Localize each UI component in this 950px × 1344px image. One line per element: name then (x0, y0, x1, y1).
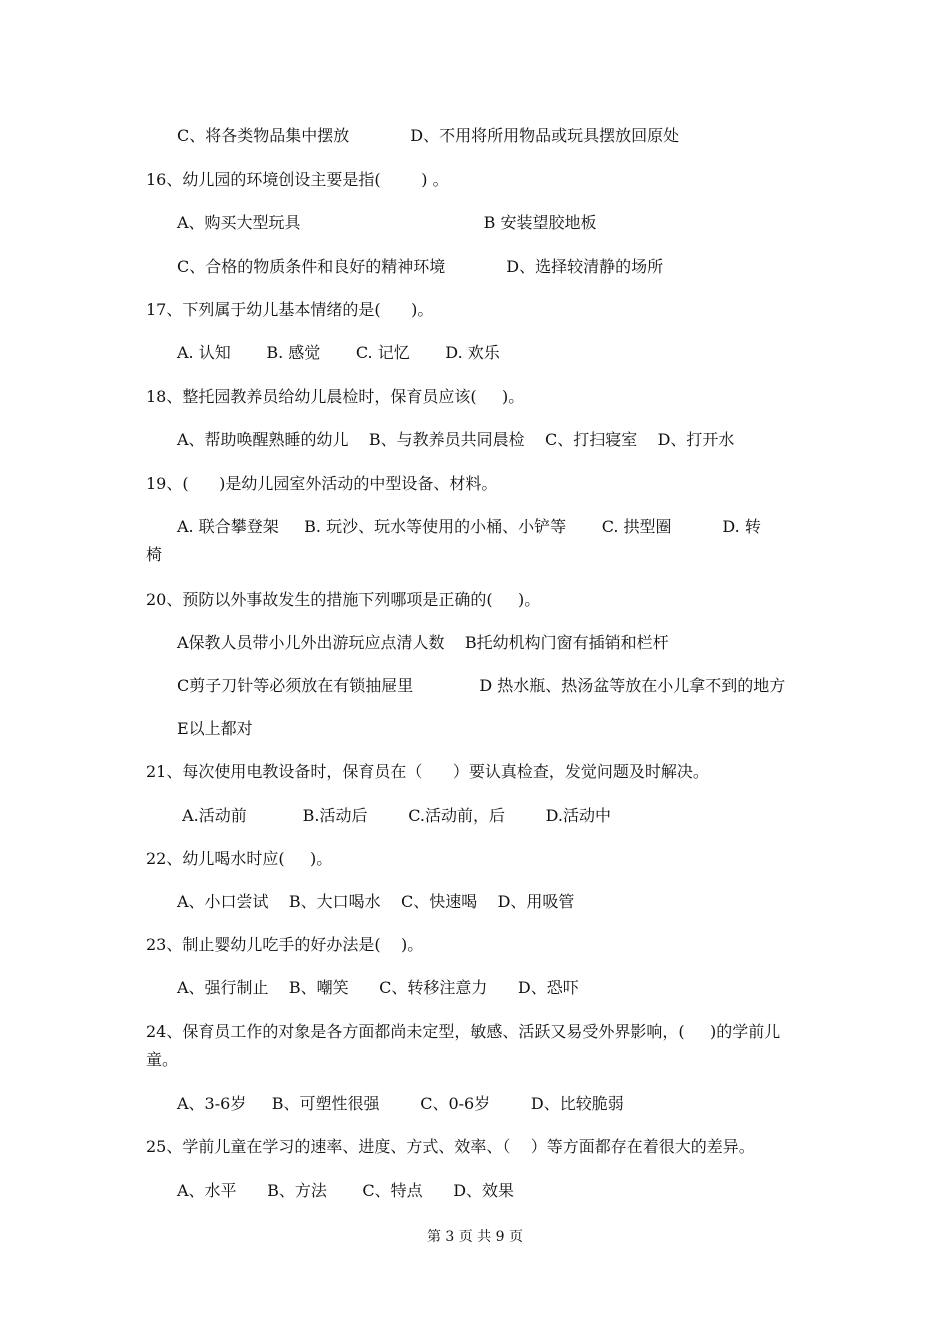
question-line: 24、保育员工作的对象是各方面都尚未定型，敏感、活跃又易受外界影响，( )的学前儿 (146, 1022, 781, 1041)
question-line: 22、幼儿喝水时应( )。 (146, 849, 333, 868)
question-line: 椅 (146, 545, 163, 564)
question-line: 童。 (146, 1050, 179, 1069)
option-line: A. 认知 B. 感觉 C. 记忆 D. 欢乐 (177, 343, 500, 362)
option-line: C、合格的物质条件和良好的精神环境 D、选择较清静的场所 (177, 257, 664, 276)
option-line: C剪子刀针等必须放在有锁抽屉里 D 热水瓶、热汤盆等放在小儿拿不到的地方 (177, 676, 786, 695)
option-line: A.活动前 B.活动后 C.活动前，后 D.活动中 (177, 806, 611, 825)
option-line: A、3-6岁 B、可塑性很强 C、0-6岁 D、比较脆弱 (177, 1094, 624, 1113)
option-line: A、强行制止 B、嘲笑 C、转移注意力 D、恐吓 (177, 978, 579, 997)
question-line: 16、幼儿园的环境创设主要是指( ) 。 (146, 170, 449, 189)
question-line: 25、学前儿童在学习的速率、进度、方式、效率、（ ）等方面都存在着很大的差异。 (146, 1137, 755, 1156)
option-line: A、水平 B、方法 C、特点 D、效果 (177, 1181, 515, 1200)
question-line: 23、制止婴幼儿吃手的好办法是( )。 (146, 935, 424, 954)
question-line: 17、下列属于幼儿基本情绪的是( )。 (146, 300, 434, 319)
question-line: 18、整托园教养员给幼儿晨检时，保育员应该( )。 (146, 387, 525, 406)
option-line: A、小口尝试 B、大口喝水 C、快速喝 D、用吸管 (177, 892, 575, 911)
question-line: 21、每次使用电教设备时，保育员在（ ）要认真检查，发觉问题及时解决。 (146, 762, 709, 781)
option-line: A保教人员带小儿外出游玩应点清人数 B托幼机构门窗有插销和栏杆 (177, 633, 669, 652)
question-line: 20、预防以外事故发生的措施下列哪项是正确的( )。 (146, 590, 541, 609)
option-line: A. 联合攀登架 B. 玩沙、玩水等使用的小桶、小铲等 C. 拱型圈 D. 转 (177, 517, 761, 536)
option-line: C、将各类物品集中摆放 D、不用将所用物品或玩具摆放回原处 (177, 126, 680, 145)
option-line: A、购买大型玩具 B 安装望胶地板 (177, 213, 597, 232)
option-line: A、帮助唤醒熟睡的幼儿 B、与教养员共同晨检 C、打扫寝室 D、打开水 (177, 430, 735, 449)
question-line: 19、( )是幼儿园室外活动的中型设备、材料。 (146, 474, 498, 493)
option-line: E以上都对 (177, 719, 253, 738)
page-footer: 第 3 页 共 9 页 (426, 1229, 524, 1245)
